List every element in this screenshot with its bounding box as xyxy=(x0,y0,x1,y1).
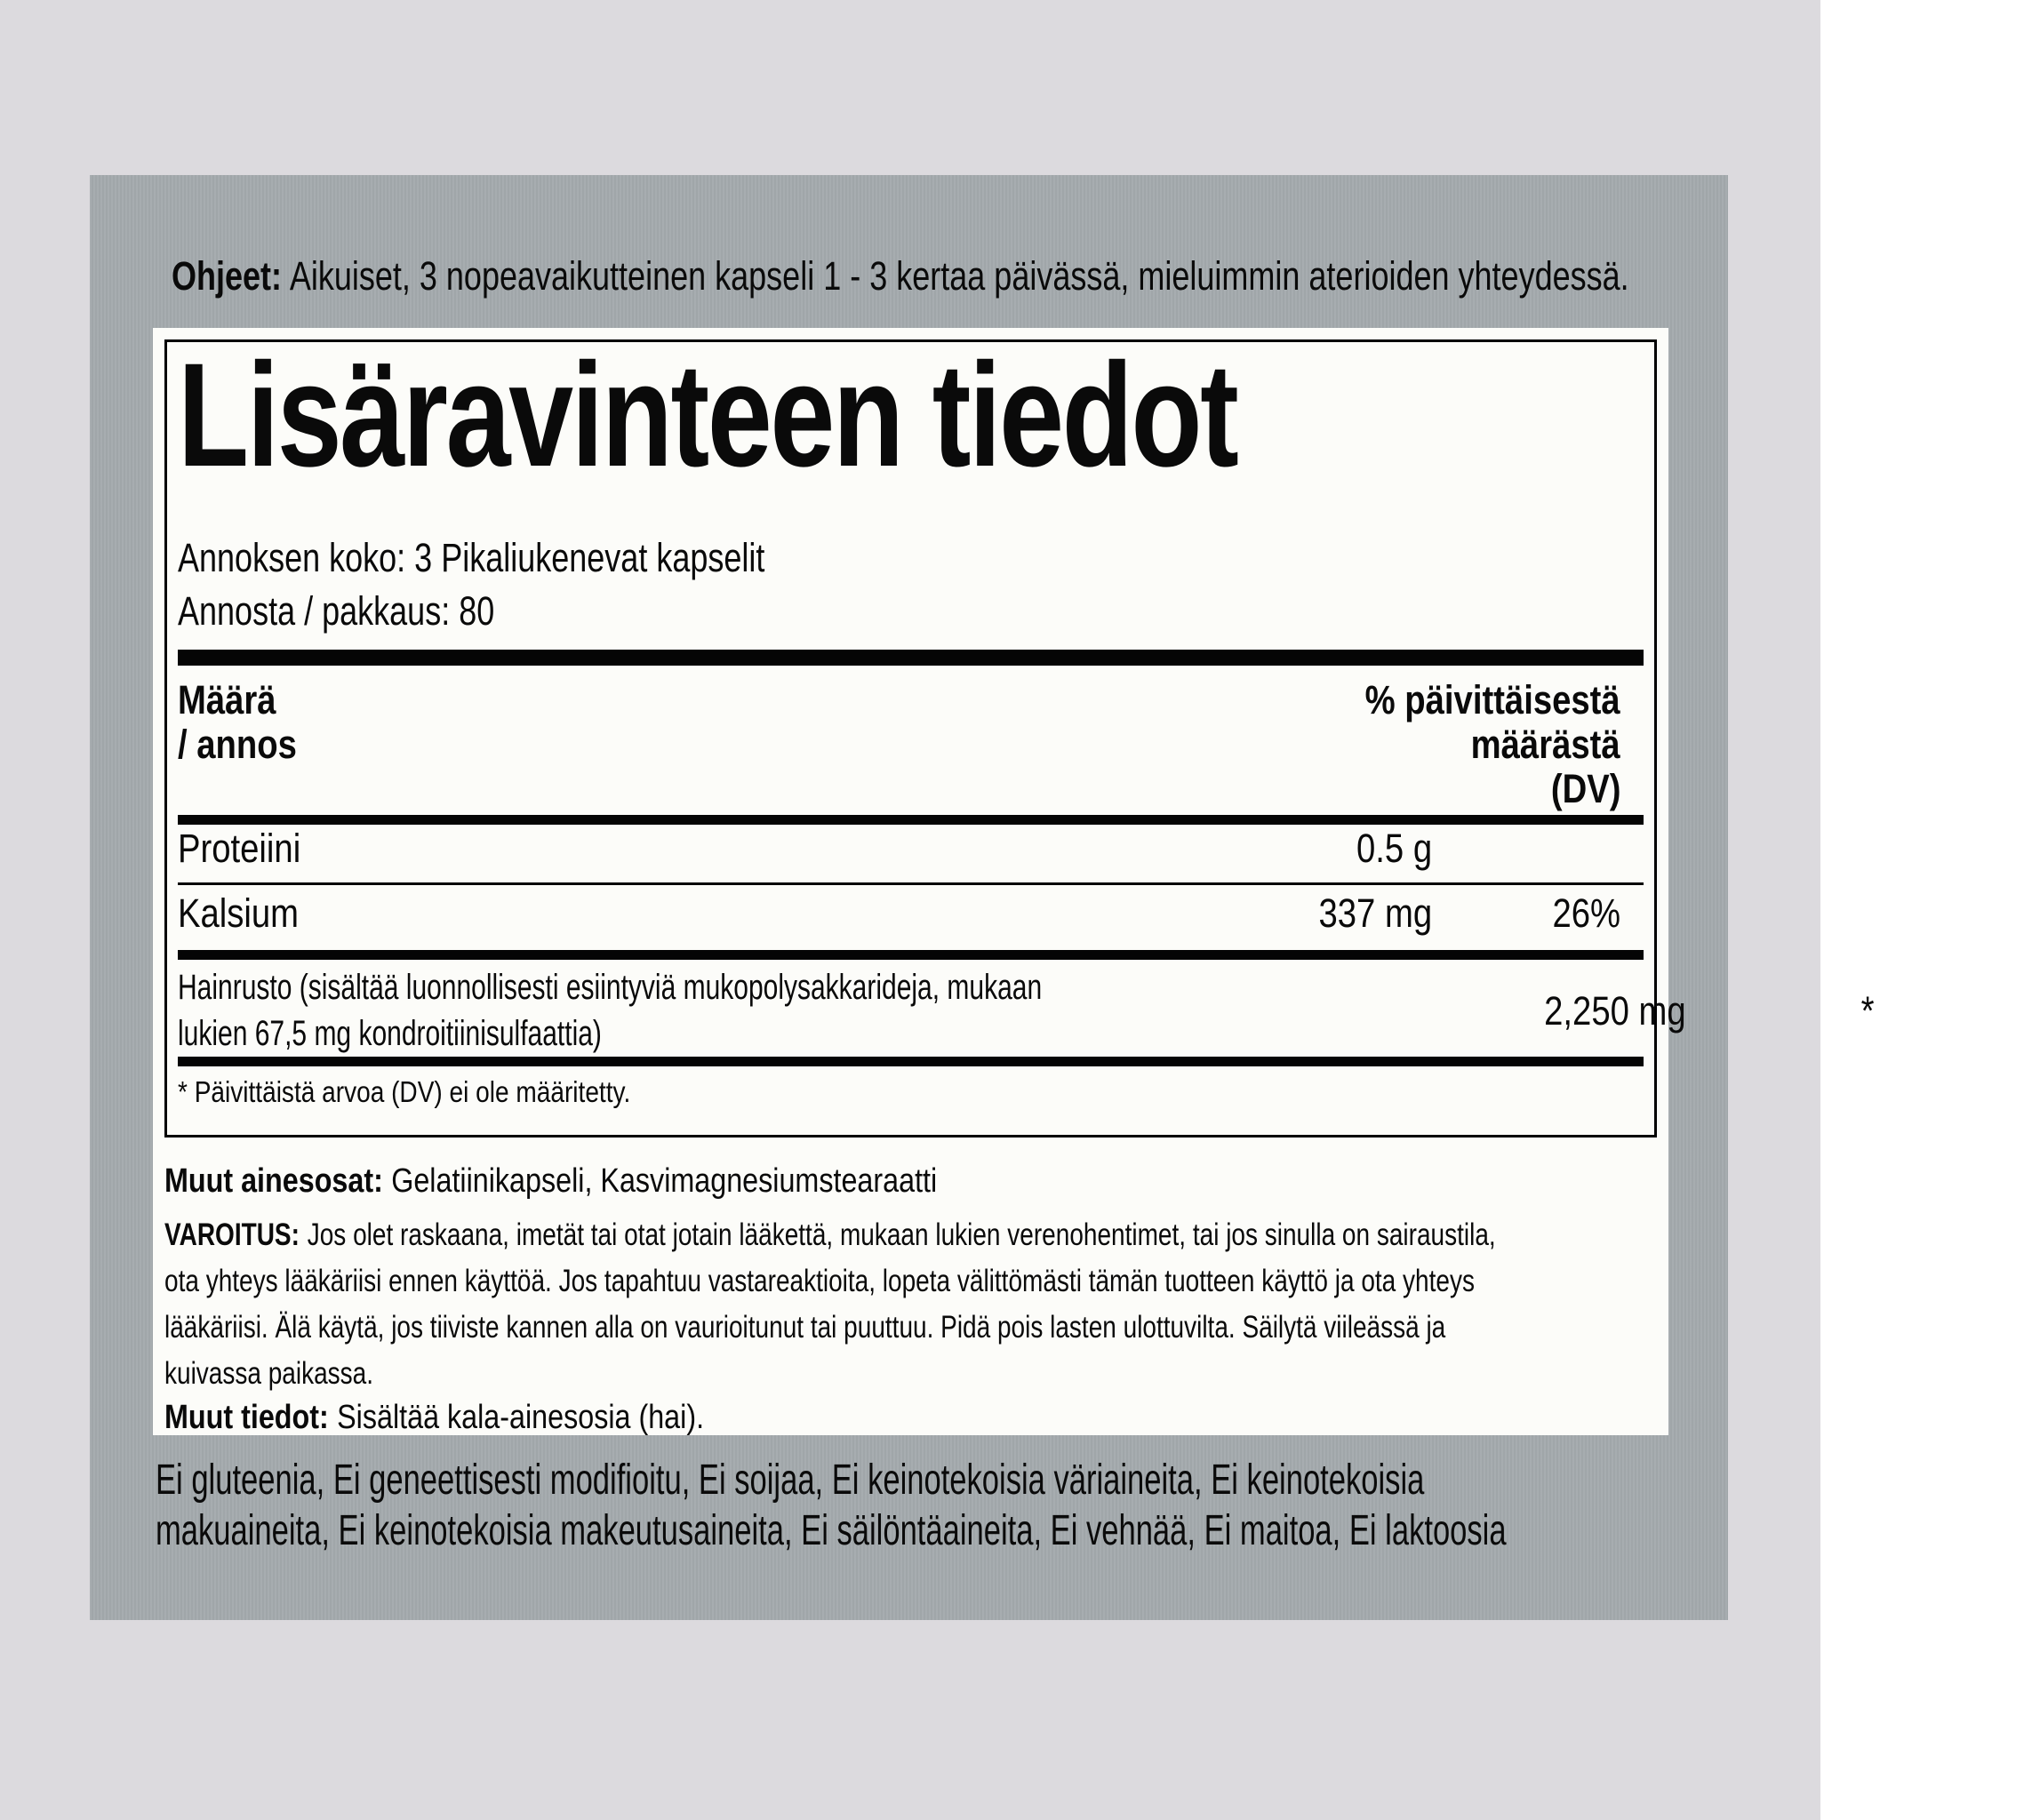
nutrient-amount: 2,250 mg xyxy=(1543,987,1686,1034)
other-ingredients-line xyxy=(164,1161,1651,1201)
supplement-facts-card xyxy=(153,328,1875,1436)
directions-text: Aikuiset, 3 nopeavaikutteinen kapseli 1 - 3 kertaa päivässä, mieluimmin aterioiden yhteydessä. xyxy=(289,253,1629,299)
nutrient-dv: 26% xyxy=(1552,890,1620,936)
nutrient-name: Hainrusto (sisältää luonnollisesti esiintyviä mukopolysakkarideja, mukaan lukien 67,5 mg kondroitiinisulfaattia) xyxy=(178,968,1043,1053)
label-panel xyxy=(90,175,1875,1620)
directions-line xyxy=(172,253,1994,299)
facts-title: Lisäravinteen tiedot xyxy=(178,333,1237,498)
nutrient-dv: * xyxy=(1860,987,1875,1034)
nutrient-name: Kalsium xyxy=(178,890,300,936)
divider-bar-top xyxy=(178,650,1644,666)
serving-size-line: Annoksen koko: 3 Pikaliukenevat kapselit xyxy=(178,535,765,580)
warning-label: VAROITUS: xyxy=(164,1217,300,1252)
warning-line: Jos olet raskaana, imetät tai otat jotain lääkettä, mukaan lukien verenohentimet, tai jos sinulla on sairaustila, xyxy=(307,1217,1496,1252)
table-row-shark-cartilage xyxy=(178,960,1875,1057)
table-row-protein xyxy=(178,825,1644,882)
supplement-facts-box xyxy=(164,333,1875,1138)
warning-paragraph xyxy=(164,1212,1651,1397)
other-ingredients-label: Muut ainesosat: xyxy=(164,1162,383,1200)
divider-bar-mid xyxy=(178,950,1644,960)
nutrient-name: Proteiini xyxy=(178,826,301,871)
more-info-line xyxy=(164,1397,1651,1438)
amount-column-header: Määrä / annos xyxy=(178,677,297,767)
free-from-claims xyxy=(156,1455,2032,1556)
other-ingredients-text: Gelatiinikapseli, Kasvimagnesiumstearaatti xyxy=(391,1162,938,1200)
dv-footnote: * Päivittäistä arvoa (DV) ei ole määritetty. xyxy=(178,1075,631,1108)
directions-label: Ohjeet: xyxy=(172,253,283,299)
table-row-calcium xyxy=(178,885,1644,950)
daily-value-column-header: % päivittäisestä määrästä (DV) xyxy=(1364,677,1620,811)
claims-line: makuaineita, Ei keinotekoisia makeutusaineita, Ei säilöntäaineita, Ei vehnää, Ei maitoa, Ei laktoosia xyxy=(156,1507,1507,1554)
nutrient-dv xyxy=(1432,828,1644,868)
claims-line: Ei gluteenia, Ei geneettisesti modifioitu, Ei soijaa, Ei keinotekoisia väriaineita, Ei keinotekoisia xyxy=(156,1457,1425,1504)
table-header-row xyxy=(178,678,1644,811)
divider-bar-bottom xyxy=(178,1057,1644,1066)
warning-line: kuivassa paikassa. xyxy=(164,1356,374,1391)
more-info-text: Sisältää kala-ainesosia (hai). xyxy=(337,1399,705,1436)
nutrient-amount: 337 mg xyxy=(1318,890,1432,936)
divider-bar-header xyxy=(178,815,1644,825)
nutrient-amount: 0.5 g xyxy=(1356,826,1432,871)
more-info-label: Muut tiedot: xyxy=(164,1399,329,1436)
label-text-block xyxy=(153,1161,1668,1438)
warning-line: lääkäriisi. Älä käytä, jos tiiviste kannen alla on vaurioitunut tai puuttuu. Pidä pois lasten ulottuvilta. Säilytä viileässä ja xyxy=(164,1310,1446,1345)
servings-per-container-line: Annosta / pakkaus: 80 xyxy=(178,588,495,634)
warning-line: ota yhteys lääkäriisi ennen käyttöä. Jos tapahtuu vastareaktioita, lopeta välittömästi tämän tuotteen käyttö ja ota yhteys xyxy=(164,1264,1475,1298)
